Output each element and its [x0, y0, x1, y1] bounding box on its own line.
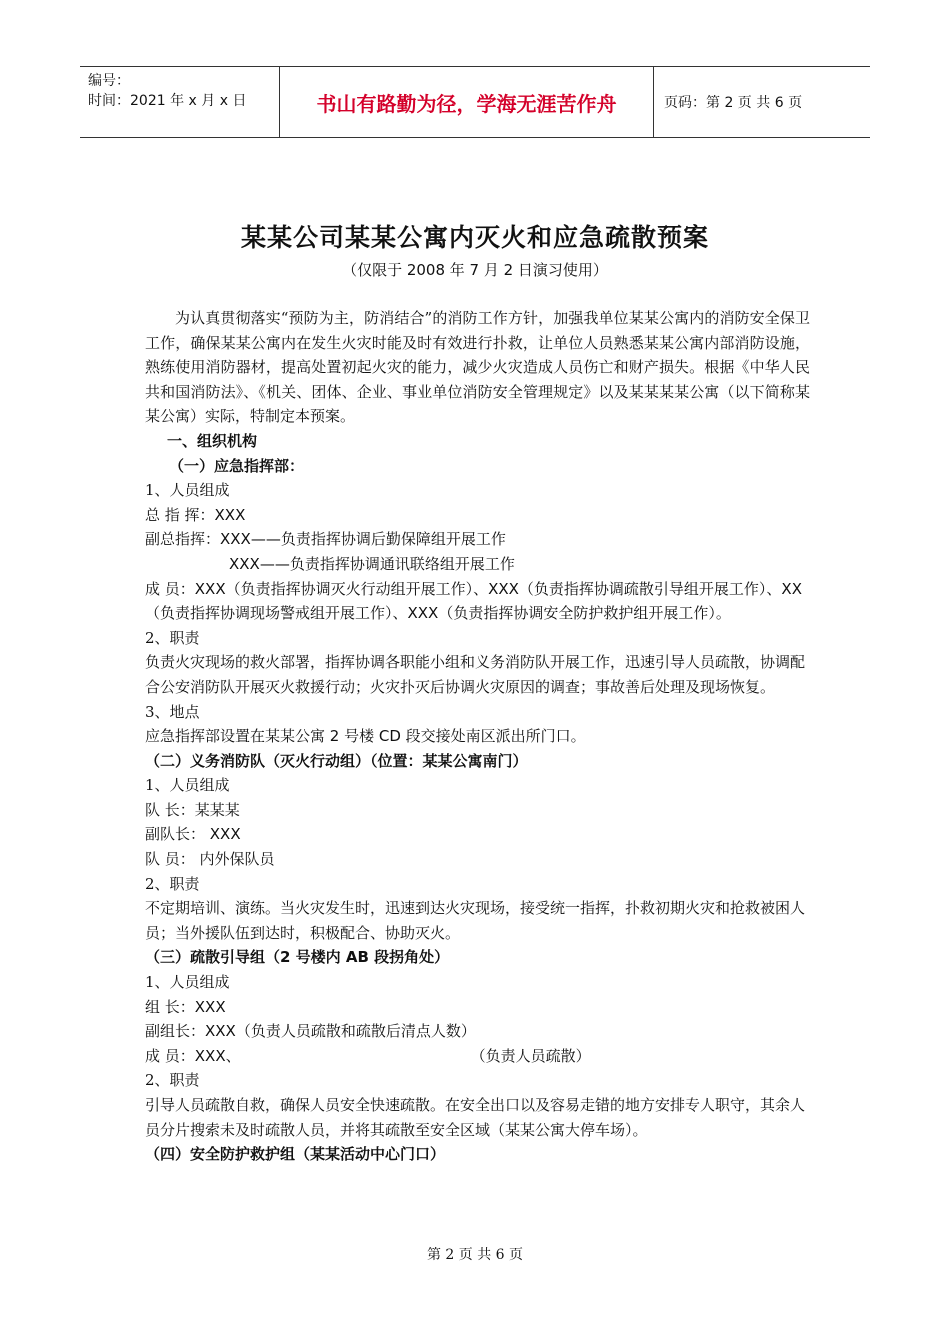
intro-paragraph: 为认真贯彻落实“预防为主，防消结合”的消防工作方针，加强我单位某某公寓内的消防安全保卫工作，确保某某公寓内在发生火灾时能及时有效进行扑救，让单位人员熟悉某某公寓内部消防设施，熟练使用消防器材，提高处置初起火灾的能力，减少火灾造成人员伤亡和财产损失。根据《中华人民共和国消防法》、《机关、团体、企业、事业单位消防安全管理规定》以及某某某某公寓（以下简称某某公寓）实际，特制定本预案。: [145, 309, 810, 426]
document-subtitle: （仅限于 2008 年 7 月 2 日演习使用）: [342, 261, 608, 279]
group-deputy: 副组长：XXX（负责人员疏散和疏散后清点人数）: [145, 1022, 476, 1041]
group-members: [145, 1044, 810, 1069]
item-label: 1、人员组成: [145, 481, 230, 500]
document-number-label: 编号：: [88, 73, 130, 89]
item-label: 3、地点: [145, 702, 200, 721]
subsection-heading: （二）义务消防队（灭火行动组）（位置：某某公寓南门）: [145, 751, 528, 770]
group-leader: 组 长：XXX: [145, 997, 226, 1016]
page-footer: 第 2 页 共 6 页: [426, 1247, 524, 1263]
header-motto: 书山有路勤为径，学海无涯苦作舟: [280, 67, 654, 137]
chief-commander: 总 指 挥：XXX: [145, 505, 246, 524]
group-members-role: （负责人员疏散）: [470, 1046, 591, 1065]
item-label: 2、职责: [145, 1071, 200, 1090]
deputy-commander-1: 副总指挥：XXX——负责指挥协调后勤保障组开展工作: [145, 530, 506, 549]
document-body: [145, 306, 810, 1167]
team-members: 队 员： 内外保队员: [145, 850, 275, 869]
duty-paragraph: 负责火灾现场的救火部署，指挥协调各职能小组和义务消防队开展工作，迅速引导人员疏散，协调配合公安消防队开展灭火救援行动；火灾扑灭后协调火灾原因的调查；事故善后处理及现场恢复。: [145, 653, 806, 696]
page-header: [80, 66, 870, 138]
subsection-heading: （一）应急指挥部：: [169, 456, 305, 475]
section-heading: 一、组织机构: [167, 431, 258, 450]
duty-paragraph: 不定期培训、演练。当火灾发生时，迅速到达火灾现场，接受统一指挥，扑救初期火灾和抢救被困人员；当外援队伍到达时，积极配合、协助灭火。: [145, 899, 806, 942]
location-paragraph: 应急指挥部设置在某某公寓 2 号楼 CD 段交接处南区派出所门口。: [145, 727, 586, 746]
team-leader: 队 长：某某某: [145, 800, 240, 819]
header-meta: [80, 67, 280, 137]
subsection-heading: （四）安全防护救护组（某某活动中心门口）: [145, 1145, 446, 1164]
header-page-info: 页码：第 2 页 共 6 页: [664, 95, 803, 111]
item-label: 1、人员组成: [145, 973, 230, 992]
duty-paragraph: 引导人员疏散自救，确保人员安全快速疏散。在安全出口以及容易走错的地方安排专人职守，其余人员分片搜索未及时疏散人员，并将其疏散至安全区域（某某公寓大停车场）。: [145, 1096, 806, 1139]
subsection-heading: （三）疏散引导组（2 号楼内 AB 段拐角处）: [145, 948, 450, 967]
document-time-label: 时间：2021 年 x 月 x 日: [88, 93, 247, 109]
team-deputy: 副队长： XXX: [145, 825, 241, 844]
item-label: 2、职责: [145, 628, 200, 647]
item-label: 1、人员组成: [145, 776, 230, 795]
group-members-names: 成 员：XXX、: [145, 1046, 241, 1065]
document-title: 某某公司某某公寓内灭火和应急疏散预案: [240, 223, 709, 252]
members-paragraph: 成 员：XXX（负责指挥协调灭火行动组开展工作）、XXX（负责指挥协调疏散引导组开展工作）、XX（负责指挥协调现场警戒组开展工作）、XXX（负责指挥协调安全防护救护组开展工作）。: [145, 579, 802, 623]
item-label: 2、职责: [145, 874, 200, 893]
deputy-commander-2: XXX——负责指挥协调通讯联络组开展工作: [229, 554, 515, 573]
